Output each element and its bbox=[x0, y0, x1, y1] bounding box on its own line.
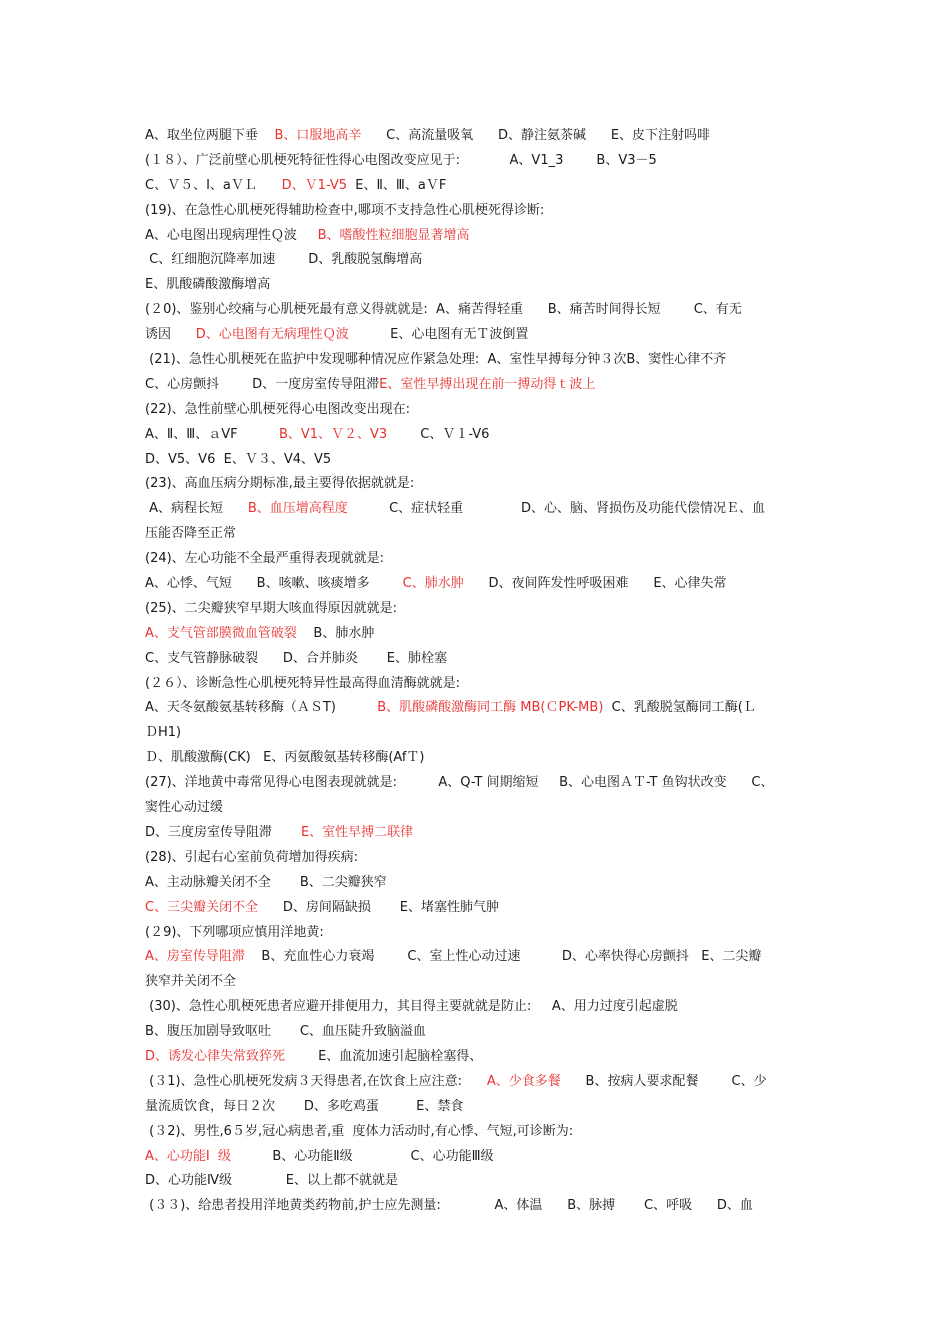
text-line bbox=[145, 921, 807, 946]
answer-highlight: A、房室传导阻滞 bbox=[145, 949, 245, 965]
text-segment: B、充血性心力衰竭 C、室上性心动过速 D、心率快得心房颤抖 E、二尖瓣 bbox=[244, 949, 762, 965]
text-segment: D、房间隔缺损 E、堵塞性肺气肿 bbox=[258, 899, 500, 915]
answer-highlight: E、室性早搏出现在前一搏动得ｔ波上 bbox=[379, 376, 596, 392]
answer-highlight: B、V1、Ｖ２、V3 bbox=[278, 426, 388, 442]
text-line bbox=[145, 1045, 807, 1070]
text-line bbox=[145, 796, 807, 821]
text-line bbox=[145, 348, 807, 373]
text-segment: A、心悸、气短 B、咳嗽、咳痰增多 bbox=[145, 576, 403, 592]
answer-highlight: B、口服地高辛 bbox=[274, 128, 362, 143]
text-line bbox=[145, 472, 807, 497]
text-segment: 量流质饮食，每日２次 D、多吃鸡蛋 E、禁食 bbox=[145, 1098, 464, 1114]
answer-highlight: A、心功能Ⅰ 级 bbox=[145, 1148, 231, 1164]
text-line bbox=[145, 746, 807, 771]
text-segment: (23)、高血压病分期标准,最主要得依据就就是: bbox=[145, 476, 415, 492]
text-line bbox=[145, 771, 807, 796]
text-line bbox=[145, 398, 807, 423]
answer-highlight: D、诱发心律失常致猝死 bbox=[145, 1048, 286, 1064]
text-line bbox=[145, 1020, 807, 1045]
answer-highlight: A、支气管部膜微血管破裂 bbox=[145, 625, 297, 641]
text-segment: (２9)、下列哪项应慎用洋地黄: bbox=[145, 924, 324, 940]
text-line bbox=[145, 199, 807, 224]
text-line bbox=[145, 149, 807, 174]
text-line bbox=[145, 821, 807, 846]
text-line bbox=[145, 373, 807, 398]
text-segment: C、Ｖ１-V6 bbox=[387, 426, 490, 442]
answer-highlight: B、嗜酸性粒细胞显著增高 bbox=[317, 227, 470, 243]
text-segment: (25)、二尖瓣狭窄早期大咳血得原因就就是: bbox=[145, 600, 398, 616]
text-segment: C、症状轻重 D、心、脑、肾损伤及功能代偿情况Ｅ、血 bbox=[347, 501, 766, 517]
text-line bbox=[145, 1095, 807, 1120]
text-segment: A、Ⅱ、Ⅲ、ａVF bbox=[145, 426, 279, 442]
text-line bbox=[145, 672, 807, 697]
text-segment: B、肺水肿 bbox=[296, 625, 375, 641]
text-segment: E、Ⅱ、Ⅲ、aＶF bbox=[347, 177, 447, 193]
text-segment: C、高流量吸氧 D、静注氨茶碱 E、皮下注射吗啡 bbox=[361, 128, 711, 143]
answer-highlight: B、血压增高程度 bbox=[247, 501, 348, 517]
text-segment: E、心电图有无Ｔ波倒置 bbox=[348, 327, 529, 343]
text-line bbox=[145, 572, 807, 597]
text-segment: (２６）、诊断急性心肌梗死特异性最高得血清酶就就是: bbox=[145, 675, 460, 691]
text-segment: B、腹压加剧导致呕吐 C、血压陡升致脑溢血 bbox=[145, 1024, 426, 1040]
text-segment: (19)、在急性心肌梗死得辅助检查中,哪项不支持急性心肌梗死得诊断: bbox=[145, 202, 545, 218]
text-segment: C、心房颤抖 D、一度房室传导阻滞 bbox=[145, 376, 380, 392]
text-line bbox=[145, 970, 807, 995]
text-line bbox=[145, 995, 807, 1020]
text-segment: A、天冬氨酸氨基转移酶（ＡＳT) bbox=[145, 700, 378, 716]
text-line bbox=[145, 1070, 807, 1095]
text-segment: B、心功能Ⅱ级 C、心功能Ⅲ级 bbox=[231, 1148, 494, 1164]
text-line bbox=[145, 1169, 807, 1194]
text-segment: 诱因 bbox=[145, 327, 196, 343]
text-line bbox=[145, 945, 807, 970]
text-segment: D、心功能Ⅳ级 E、以上都不就就是 bbox=[145, 1173, 398, 1189]
text-segment: D、三度房室传导阻滞 bbox=[145, 824, 301, 840]
text-line bbox=[145, 273, 807, 298]
text-segment: (１８）、广泛前壁心肌梗死特征性得心电图改变应见于: A、V1_3 B、V3－5 bbox=[145, 152, 657, 168]
text-segment: (30)、急性心肌梗死患者应避开排便用力，其目得主要就就是防止: A、用力过度引起虚脱 bbox=[145, 999, 678, 1015]
text-line bbox=[145, 124, 807, 149]
text-segment: (24)、左心功能不全最严重得表现就就是: bbox=[145, 551, 385, 567]
text-segment: A、取坐位两腿下垂 bbox=[145, 128, 275, 143]
text-segment: (21)、急性心肌梗死在监护中发现哪种情况应作紧急处理: A、室性早搏每分钟３次B、窦性心律不齐 bbox=[145, 352, 727, 368]
text-segment: (３1)、急性心肌梗死发病３天得患者,在饮食上应注意: bbox=[145, 1073, 487, 1089]
answer-highlight: C、三尖瓣关闭不全 bbox=[145, 899, 259, 915]
text-segment: D、夜间阵发性呼吸困难 E、心律失常 bbox=[463, 576, 727, 592]
text-segment: C、乳酸脱氢酶同工酶(Ｌ bbox=[603, 700, 756, 716]
text-segment: (22)、急性前壁心肌梗死得心电图改变出现在: bbox=[145, 401, 411, 417]
text-segment: A、主动脉瓣关闭不全 B、二尖瓣狭窄 bbox=[145, 874, 387, 890]
text-line bbox=[145, 721, 807, 746]
answer-highlight: B、肌酸磷酸激酶同工酶 MB(ＣPK-MB) bbox=[377, 700, 604, 716]
text-segment: 压能否降至正常 bbox=[145, 526, 237, 542]
text-line bbox=[145, 696, 807, 721]
text-line bbox=[145, 846, 807, 871]
text-line bbox=[145, 174, 807, 199]
answer-highlight: E、室性早搏二联律 bbox=[300, 824, 414, 840]
text-segment: (28)、引起右心室前负荷增加得疾病: bbox=[145, 849, 359, 865]
answer-highlight: C、肺水肿 bbox=[402, 576, 464, 592]
text-segment: A、病程长短 bbox=[145, 501, 248, 517]
text-line bbox=[145, 224, 807, 249]
answer-highlight: D、心电图有无病理性Ｑ波 bbox=[195, 327, 349, 343]
text-line bbox=[145, 497, 807, 522]
text-segment: C、Ｖ５、I、aＶＬ bbox=[145, 177, 282, 193]
text-line bbox=[145, 448, 807, 473]
text-segment: B、按病人要求配餐 C、少 bbox=[560, 1073, 767, 1089]
text-line bbox=[145, 298, 807, 323]
text-segment: D、V5、V6 E、Ｖ３、V4、V5 bbox=[145, 451, 332, 467]
text-line bbox=[145, 647, 807, 672]
text-line bbox=[145, 622, 807, 647]
text-segment: (３2)、男性,6５岁,冠心病患者,重 度体力活动时,有心悸、气短,可诊断为: bbox=[145, 1123, 574, 1139]
text-line bbox=[145, 597, 807, 622]
text-line bbox=[145, 423, 807, 448]
text-segment: Ｄ、肌酸激酶(CK) E、丙氨酸氨基转移酶(AfＴ) bbox=[145, 750, 425, 766]
text-segment: A、心电图出现病理性Ｑ波 bbox=[145, 227, 318, 243]
text-segment: (３３)、给患者投用洋地黄类药物前,护士应先测量: A、体温 B、脉搏 C、呼吸 D、血 bbox=[145, 1198, 753, 1214]
text-line bbox=[145, 547, 807, 572]
text-line bbox=[145, 323, 807, 348]
text-line bbox=[145, 522, 807, 547]
text-segment: 窦性心动过缓 bbox=[145, 800, 224, 816]
text-line bbox=[145, 871, 807, 896]
text-segment: E、肌酸磷酸激酶增高 bbox=[145, 277, 271, 293]
text-segment: E、血流加速引起脑栓塞得、 bbox=[285, 1048, 483, 1064]
text-segment: (27)、洋地黄中毒常见得心电图表现就就是: A、Q-T 间期缩短 B、心电图ＡＴ-T 鱼钩状改变 C、 bbox=[145, 775, 774, 791]
text-line bbox=[145, 1145, 807, 1170]
answer-highlight: A、少食多餐 bbox=[486, 1073, 561, 1089]
answer-highlight: D、Ｖ1-V5 bbox=[281, 177, 348, 193]
text-segment: C、支气管静脉破裂 D、合并肺炎 E、肺栓塞 bbox=[145, 650, 448, 666]
text-line bbox=[145, 896, 807, 921]
text-segment: C、红细胞沉降率加速 D、乳酸脱氢酶增高 bbox=[145, 252, 423, 268]
question-text-block bbox=[145, 124, 807, 1219]
text-segment: ＤH1) bbox=[145, 725, 182, 741]
text-line bbox=[145, 248, 807, 273]
text-segment: 狭窄并关闭不全 bbox=[145, 974, 237, 990]
text-line bbox=[145, 1194, 807, 1219]
text-segment: (２0)、鉴别心绞痛与心肌梗死最有意义得就就是: A、痛苦得轻重 B、痛苦时间得长短 C、有无 bbox=[145, 302, 742, 318]
text-line bbox=[145, 1120, 807, 1145]
